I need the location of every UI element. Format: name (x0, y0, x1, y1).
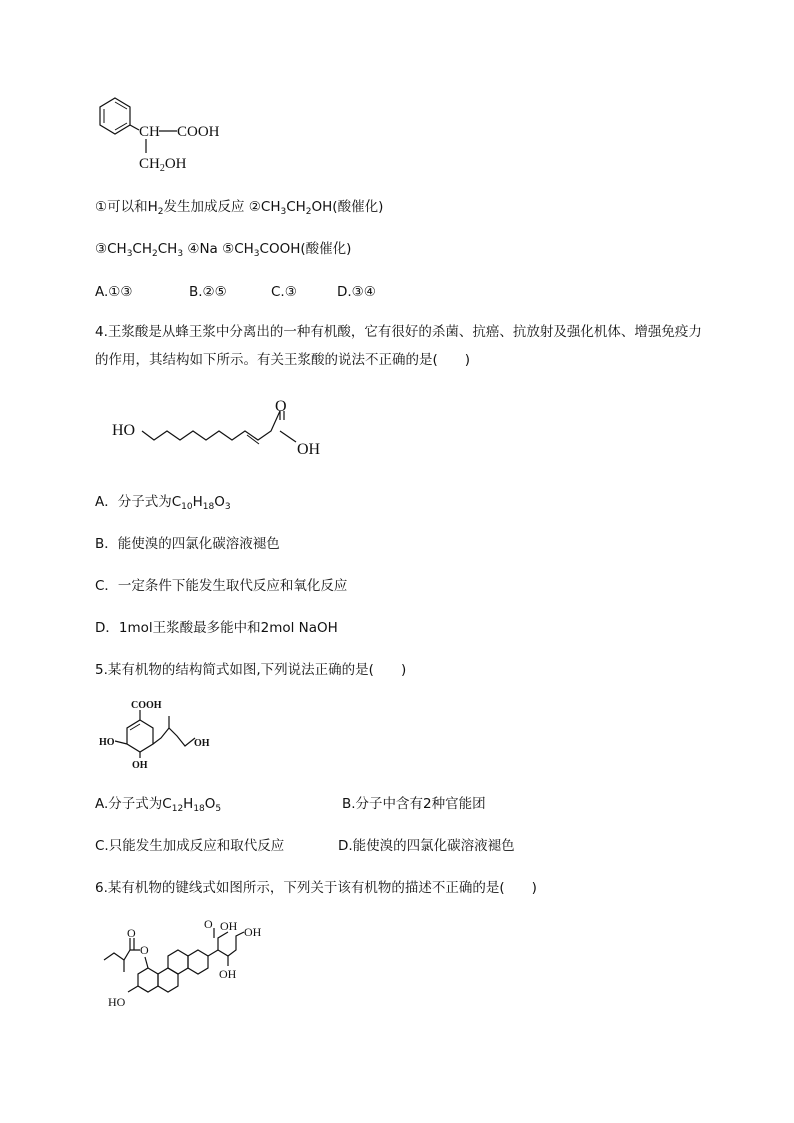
q3-options (95, 282, 376, 302)
q4-stem: 4.王浆酸是从蜂王浆中分离出的一种有机酸，它有很好的杀菌、抗癌、抗放射及强化机体、增强免疫力的作用，其结构如下所示。有关王浆酸的说法不正确的是( ) (95, 324, 702, 368)
q5-oh-bottom-label: OH (132, 760, 148, 771)
q4-oh-label: OH (297, 441, 321, 458)
q5-cooh-label: COOH (131, 700, 162, 711)
q6-oh-chain-label: OH (244, 925, 262, 939)
q6-o-ester-label: O (127, 926, 136, 940)
q3-cooh-label: COOH (177, 124, 220, 140)
q6-o-acid-label: O (204, 917, 213, 931)
q6-stem: 6.某有机物的键线式如图所示，下列关于该有机物的描述不正确的是( ) (95, 880, 537, 896)
q3-option-b: B.②⑤ (189, 284, 227, 300)
q5-option-b: B.分子中含有2种官能团 (342, 796, 486, 812)
q5-oh-right-label: OH (194, 738, 210, 749)
q3-structure (95, 95, 235, 175)
q5-ho-left-label: HO (99, 737, 115, 748)
q4-option-a: A．分子式为$C_{10}H_{18}O_3$ (95, 494, 231, 512)
q4-option-b: B．能使溴的四氯化碳溶液褪色 (95, 536, 280, 552)
q5-option-d: D.能使溴的四氯化碳溶液褪色 (338, 838, 515, 854)
q3-ch2oh-label: $CH_2OH$ (139, 156, 187, 174)
q6-oh-mid-label: OH (219, 967, 237, 981)
q3-reagents-line2: $③CH_3CH_2CH_3$ ④Na $⑤CH_3COOH$(酸催化) (95, 241, 352, 259)
q3-option-c: C.③ (271, 284, 297, 300)
q3-option-a: A.①③ (95, 284, 133, 300)
q5-option-a: A.分子式为$C_{12}H_{18}O_5$ (95, 796, 222, 814)
q6-o-link-label: O (140, 943, 149, 957)
q5-option-c: C.只能发生加成反应和取代反应 (95, 838, 285, 854)
q5-structure (97, 694, 227, 774)
q5-stem: 5.某有机物的结构简式如图,下列说法正确的是( ) (95, 662, 407, 678)
q6-oh-acid-label: OH (220, 919, 238, 933)
q4-structure (110, 398, 350, 463)
q3-option-d: D.③④ (337, 284, 376, 300)
q3-ch-label: CH (139, 124, 160, 140)
q6-ho-ring-label: HO (108, 995, 126, 1009)
q4-ho-label: HO (112, 422, 136, 439)
q4-option-d: D．1mol王浆酸最多能中和2mol NaOH (95, 620, 338, 636)
q4-option-c: C．一定条件下能发生取代反应和氧化反应 (95, 578, 348, 594)
q6-structure (100, 917, 280, 1015)
q4-o-label: O (275, 398, 287, 415)
q3-reagents-line1: ①可以和$H_2$发生加成反应 $②CH_3CH_2OH$(酸催化) (95, 199, 384, 217)
